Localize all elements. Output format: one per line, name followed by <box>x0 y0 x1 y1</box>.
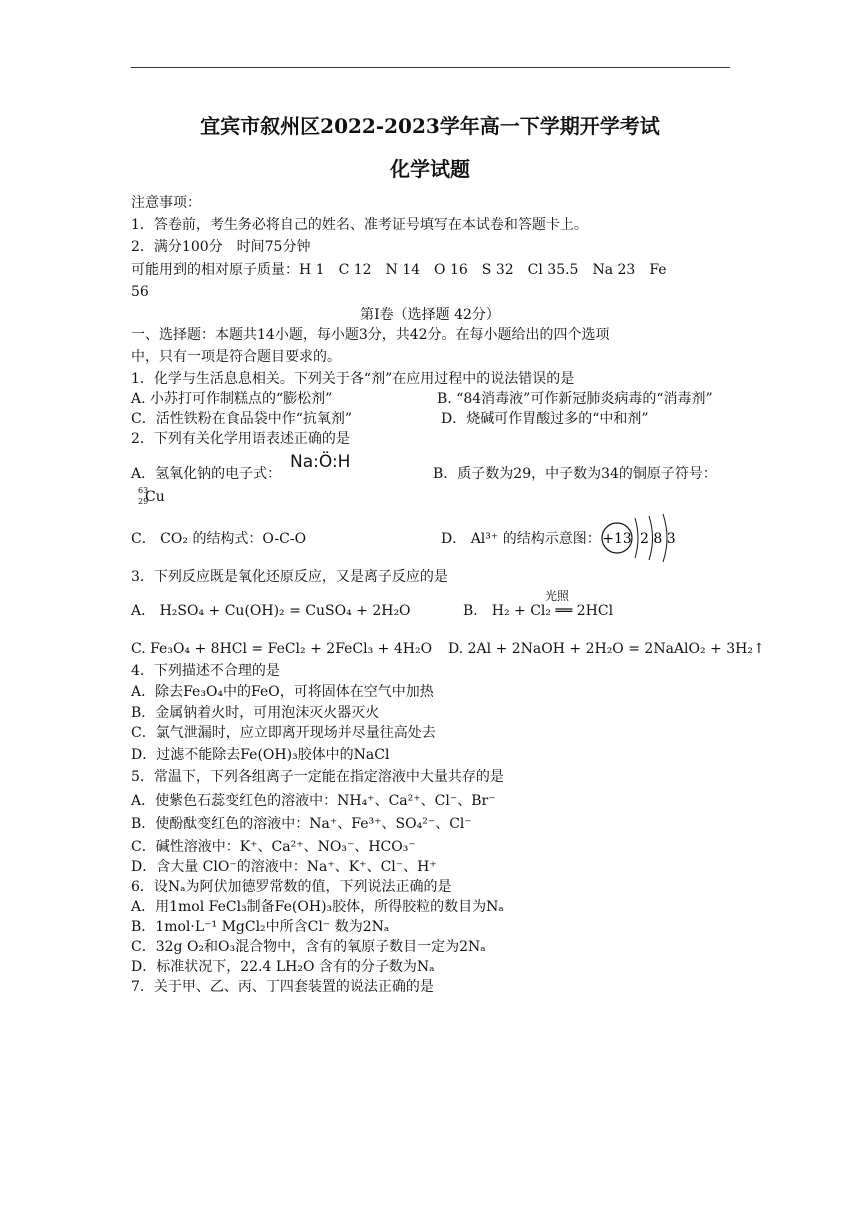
section-title: 第I卷（选择题 42分） <box>360 307 500 323</box>
q6-option-b: B．1mol·L⁻¹ MgCl₂中所含Cl⁻ 数为2Nₐ <box>131 919 390 935</box>
q5-option-d: D．含大量 ClO⁻的溶液中：Na⁺、K⁺、Cl⁻、H⁺ <box>131 859 437 875</box>
cu-atomic-number: 29 <box>138 497 149 506</box>
q3-option-b <box>463 602 613 620</box>
q2-option-a: A．氢氧化钠的电子式： <box>131 466 282 482</box>
section-intro-1: 一、选择题：本题共14小题，每小题3分，共42分。在每小题给出的四个选项 <box>131 327 610 343</box>
q2-option-d <box>441 530 601 548</box>
notice-item-1: 1．答卷前，考生务必将自己的姓名、准考证号填写在本试卷和答题卡上。 <box>131 217 588 233</box>
section-intro-2: 中，只有一项是符合题目要求的。 <box>131 349 341 365</box>
q3-option-a <box>131 602 411 620</box>
q3-option-c: C. Fe₃O₄ + 8HCl = FeCl₂ + 2FeCl₃ + 4H₂O <box>131 641 433 657</box>
q6-option-c: C．32g O₂和O₃混合物中，含有的氧原子数目一定为2Nₐ <box>131 939 486 955</box>
q3-option-a-label: A． <box>131 603 156 619</box>
cu-mass-number: 63 <box>138 486 149 495</box>
q3-option-a-equation: H₂SO₄ + Cu(OH)₂ = CuSO₄ + 2H₂O <box>159 603 411 619</box>
q4-option-b: B．金属钠着火时，可用泡沫灭火器灭火 <box>131 705 380 721</box>
q1-option-c: C．活性铁粉在食品袋中作“抗氧剂” <box>131 411 353 427</box>
q2-stem: 2．下列有关化学用语表述正确的是 <box>131 431 350 447</box>
q1-option-d: D．烧碱可作胃酸过多的“中和剂” <box>441 411 649 427</box>
q7-stem: 7．关于甲、乙、丙、丁四套装置的说法正确的是 <box>131 979 434 995</box>
q2-option-c <box>131 530 306 548</box>
q3-option-b-equation: H₂ + Cl₂ ══ 2HCl <box>491 603 614 619</box>
q3-stem: 3．下列反应既是氧化还原反应，又是离子反应的是 <box>131 569 448 585</box>
co2-formula: CO₂ <box>160 531 188 547</box>
exam-title: 宜宾市叙州区2022-2023学年高一下学期开学考试 <box>200 114 660 138</box>
cu-element: Cu <box>145 489 165 505</box>
header-rule <box>131 67 730 68</box>
q5-option-a: A．使紫色石蕊变红色的溶液中：NH₄⁺、Ca²⁺、Cl⁻、Br⁻ <box>131 793 496 809</box>
q5-option-c: C．碱性溶液中：K⁺、Ca²⁺、NO₃⁻、HCO₃⁻ <box>131 839 416 855</box>
al-ion-structure-diagram <box>599 510 681 566</box>
q3-option-b-label: B． <box>463 603 488 619</box>
q2-option-c-text: 的结构式：O-C-O <box>192 531 307 547</box>
light-condition-label: 光照 <box>545 589 570 603</box>
q1-option-a: A. 小苏打可作制糕点的“膨松剂” <box>131 391 333 407</box>
q2-option-d-label: D． <box>441 531 467 547</box>
nucleus-charge: +13 <box>602 531 632 547</box>
q4-option-d: D．过滤不能除去Fe(OH)₃胶体中的NaCl <box>131 747 390 763</box>
q2-option-b: B．质子数为29，中子数为34的铜原子符号： <box>433 466 717 482</box>
q3-option-d: D. 2Al + 2NaOH + 2H₂O = 2NaAlO₂ + 3H₂↑ <box>448 641 765 657</box>
notice-item-2: 2．满分100分 时间75分钟 <box>131 239 311 255</box>
exam-subtitle: 化学试题 <box>390 157 470 181</box>
al-ion: Al³⁺ <box>470 531 499 547</box>
q6-option-d: D．标准状况下，22.4 LH₂O 含有的分子数为Nₐ <box>131 959 435 975</box>
q6-stem: 6．设Nₐ为阿伏加德罗常数的值，下列说法正确的是 <box>131 879 452 895</box>
shell-arc-1 <box>635 518 638 558</box>
q2-option-c-label: C． <box>131 531 156 547</box>
q4-option-a: A．除去Fe₃O₄中的FeO，可将固体在空气中加热 <box>131 684 434 700</box>
atomic-masses-cont: 56 <box>131 284 149 300</box>
shell-electrons: 2 8 3 <box>640 531 676 547</box>
q5-stem: 5．常温下，下列各组离子一定能在指定溶液中大量共存的是 <box>131 769 504 785</box>
notice-heading: 注意事项： <box>131 195 201 211</box>
q1-stem: 1．化学与生活息息相关。下列关于各“剂”在应用过程中的说法错误的是 <box>131 371 575 387</box>
q2-option-d-text: 的结构示意图： <box>502 531 601 547</box>
q4-stem: 4．下列描述不合理的是 <box>131 663 280 679</box>
naoh-electron-formula: Na:Ö:H <box>290 452 351 472</box>
atomic-masses: 可能用到的相对原子质量：H 1 C 12 N 14 O 16 S 32 Cl 35.5 Na 23 Fe <box>131 262 667 278</box>
q5-option-b: B．使酚酞变红色的溶液中：Na⁺、Fe³⁺、SO₄²⁻、Cl⁻ <box>131 816 472 832</box>
q6-option-a: A．用1mol FeCl₃制备Fe(OH)₃胶体，所得胶粒的数目为Nₐ <box>131 899 504 915</box>
q4-option-c: C．氯气泄漏时，应立即离开现场并尽量往高处去 <box>131 725 436 741</box>
q1-option-b: B. “84消毒液”可作新冠肺炎病毒的“消毒剂” <box>437 391 713 407</box>
